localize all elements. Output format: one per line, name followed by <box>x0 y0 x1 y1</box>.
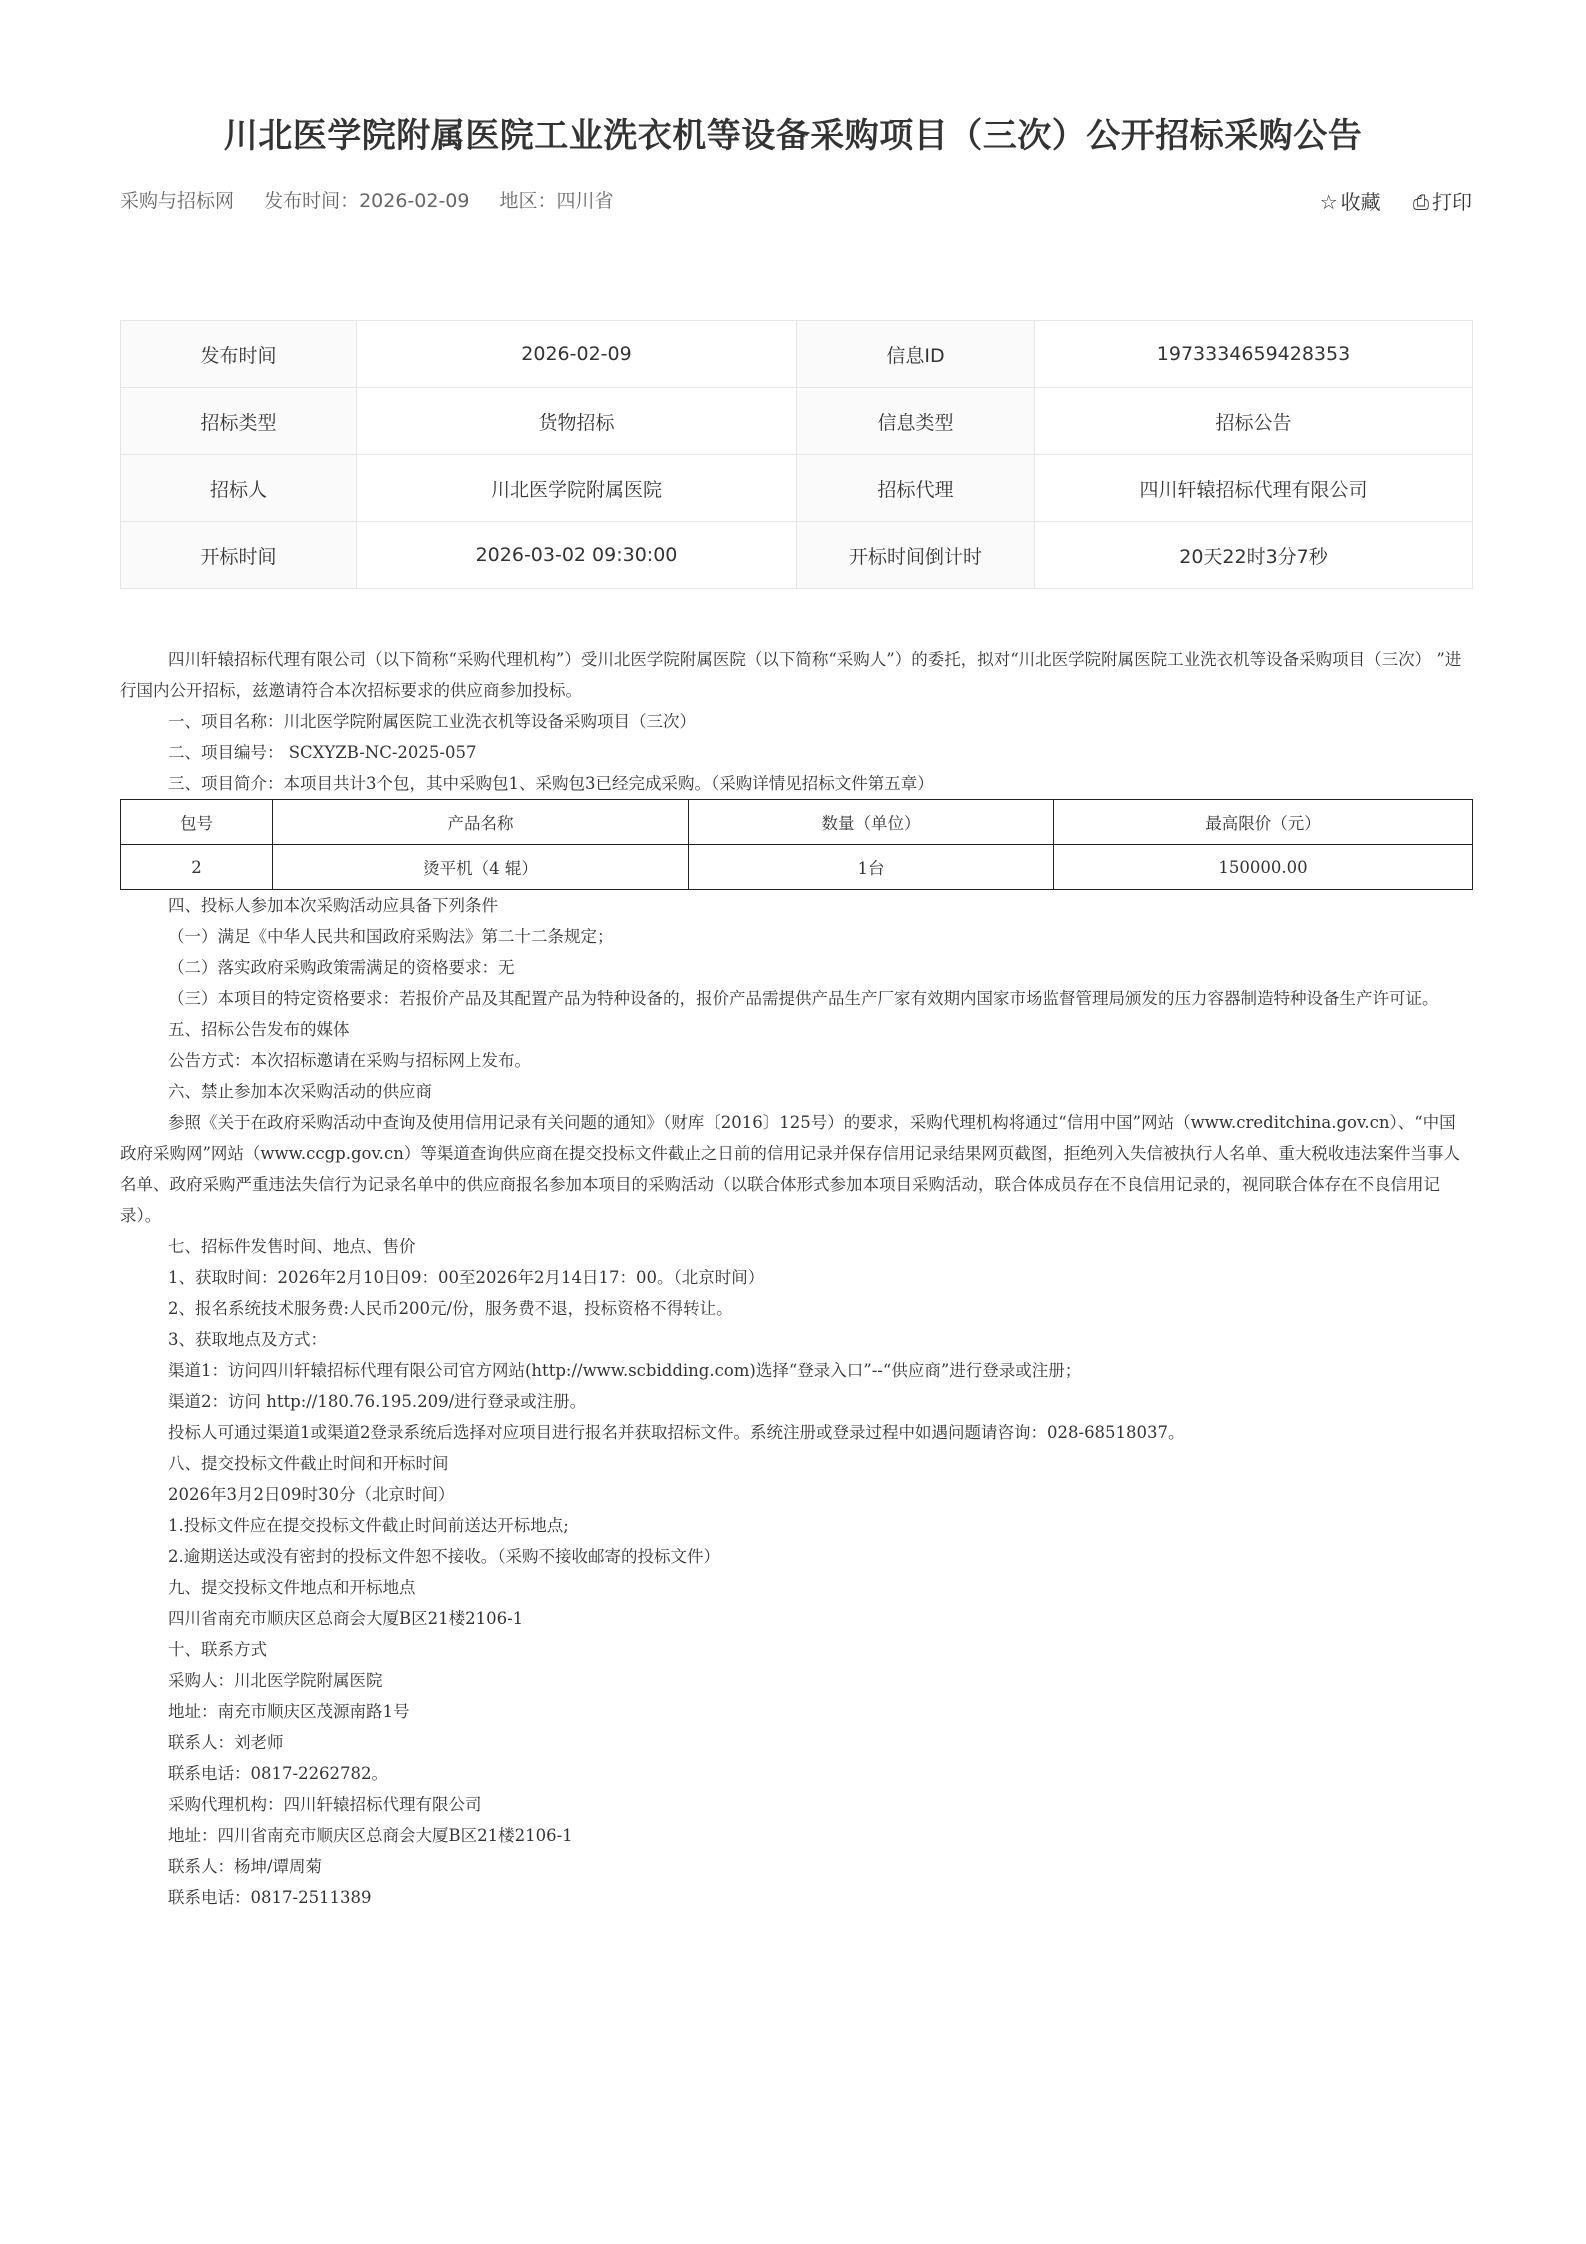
body-paragraph: 3、获取地点及方式： <box>168 1330 327 1349</box>
intro-block <box>120 644 1472 799</box>
info-row <box>121 522 1473 589</box>
info-value: 招标公告 <box>1035 388 1473 455</box>
body-paragraph: 1.投标文件应在提交投标文件截止时间前送达开标地点; <box>168 1516 569 1535</box>
body-paragraph: 地址：四川省南充市顺庆区总商会大厦B区21楼2106-1 <box>168 1826 573 1845</box>
package-header-cell: 数量（单位） <box>689 800 1054 845</box>
body-paragraph: （三）本项目的特定资格要求：若报价产品及其配置产品为特种设备的，报价产品需提供产品生产厂家有效期内国家市场监督管理局颁发的压力容器制造特种设备生产许可证。 <box>168 989 1439 1008</box>
package-table <box>120 799 1473 890</box>
body-paragraph: 联系电话：0817-2511389 <box>168 1888 372 1907</box>
printer-icon: ⎙ <box>1413 190 1429 214</box>
announcement-body <box>120 644 1472 1913</box>
body-paragraph: 四、投标人参加本次采购活动应具备下列条件 <box>168 896 498 915</box>
region-label: 地区：四川省 <box>499 190 614 212</box>
intro-paragraph: 四川轩辕招标代理有限公司（以下简称“采购代理机构”）受川北医学院附属医院（以下简称“采购人”）的委托，拟对“川北医学院附属医院工业洗衣机等设备采购项目（三次） ”进行国内公开招标，兹邀请符合本次招标要求的供应商参加投标。 <box>120 650 1462 700</box>
info-value: 2026-03-02 09:30:00 <box>357 522 797 589</box>
package-header-cell: 最高限价（元） <box>1054 800 1473 845</box>
print-button[interactable] <box>1413 190 1472 214</box>
body-paragraph: 采购人：川北医学院附属医院 <box>168 1671 383 1690</box>
intro-paragraph: 二、项目编号： SCXYZB-NC-2025-057 <box>168 743 477 762</box>
body-paragraph: 公告方式：本次招标邀请在采购与招标网上发布。 <box>168 1051 531 1070</box>
package-cell: 150000.00 <box>1054 845 1473 890</box>
favorite-button[interactable] <box>1320 190 1381 214</box>
body-paragraph: 八、提交投标文件截止时间和开标时间 <box>168 1454 449 1473</box>
info-value: 1973334659428353 <box>1035 321 1473 388</box>
package-header-cell: 包号 <box>121 800 273 845</box>
body-paragraph: 地址：南充市顺庆区茂源南路1号 <box>168 1702 410 1721</box>
body-paragraph: 六、禁止参加本次采购活动的供应商 <box>168 1082 432 1101</box>
print-label: 打印 <box>1432 190 1472 214</box>
body-paragraph: 五、招标公告发布的媒体 <box>168 1020 350 1039</box>
body-paragraph: 渠道1：访问四川轩辕招标代理有限公司官方网站(http://www.scbidding.com)选择“登录入口”--“供应商”进行登录或注册； <box>168 1361 1082 1380</box>
package-header-cell: 产品名称 <box>273 800 689 845</box>
meta-bar <box>120 186 638 213</box>
body-paragraph: 2.逾期送达或没有密封的投标文件恕不接收。（采购不接收邮寄的投标文件） <box>168 1547 720 1566</box>
info-label: 信息类型 <box>797 388 1035 455</box>
body-paragraph: 联系人：杨坤/谭周菊 <box>168 1857 323 1876</box>
body-paragraph: （一）满足《中华人民共和国政府采购法》第二十二条规定； <box>168 927 614 946</box>
body-paragraph: 2026年3月2日09时30分（北京时间） <box>168 1485 455 1504</box>
body-paragraph: 采购代理机构：四川轩辕招标代理有限公司 <box>168 1795 482 1814</box>
info-label: 招标人 <box>121 455 357 522</box>
info-value: 2026-02-09 <box>357 321 797 388</box>
package-row <box>121 845 1473 890</box>
info-label: 开标时间倒计时 <box>797 522 1035 589</box>
info-value: 20天22时3分7秒 <box>1035 522 1473 589</box>
publish-time: 发布时间：2026-02-09 <box>264 190 470 212</box>
info-row <box>121 388 1473 455</box>
info-value: 四川轩辕招标代理有限公司 <box>1035 455 1473 522</box>
body-paragraph: 四川省南充市顺庆区总商会大厦B区21楼2106-1 <box>168 1609 524 1628</box>
body-paragraph: 七、招标件发售时间、地点、售价 <box>168 1237 416 1256</box>
info-label: 招标代理 <box>797 455 1035 522</box>
info-value: 货物招标 <box>357 388 797 455</box>
body-paragraph: 十、联系方式 <box>168 1640 267 1659</box>
page-title: 川北医学院附属医院工业洗衣机等设备采购项目（三次）公开招标采购公告 <box>223 116 1363 156</box>
body-paragraph: 1、获取时间：2026年2月10日09：00至2026年2月14日17：00。（北京时间） <box>168 1268 765 1287</box>
info-row <box>121 455 1473 522</box>
intro-paragraph: 三、项目简介：本项目共计3个包，其中采购包1、采购包3已经完成采购。（采购详情见招标文件第五章） <box>168 774 934 793</box>
body-paragraph: 投标人可通过渠道1或渠道2登录系统后选择对应项目进行报名并获取招标文件。系统注册或登录过程中如遇问题请咨询：028-68518037。 <box>168 1423 1185 1442</box>
body-paragraph: （二）落实政府采购政策需满足的资格要求：无 <box>168 958 515 977</box>
info-label: 招标类型 <box>121 388 357 455</box>
info-row <box>121 321 1473 388</box>
package-cell: 1台 <box>689 845 1054 890</box>
body-paragraph: 2、报名系统技术服务费:人民币200元/份，服务费不退，投标资格不得转让。 <box>168 1299 733 1318</box>
package-cell: 烫平机（4 辊） <box>273 845 689 890</box>
intro-paragraph: 一、项目名称：川北医学院附属医院工业洗衣机等设备采购项目（三次） <box>168 712 696 731</box>
body-block <box>120 890 1472 1913</box>
info-label: 开标时间 <box>121 522 357 589</box>
body-paragraph: 联系电话：0817-2262782。 <box>168 1764 389 1783</box>
action-bar <box>1294 186 1472 215</box>
info-table <box>120 320 1473 589</box>
info-label: 发布时间 <box>121 321 357 388</box>
body-paragraph: 渠道2：访问 http://180.76.195.209/进行登录或注册。 <box>168 1392 587 1411</box>
info-label: 信息ID <box>797 321 1035 388</box>
info-value: 川北医学院附属医院 <box>357 455 797 522</box>
body-paragraph: 联系人：刘老师 <box>168 1733 284 1752</box>
body-paragraph: 参照《关于在政府采购活动中查询及使用信用记录有关问题的通知》（财库〔2016〕125号）的要求，采购代理机构将通过“信用中国”网站（www.creditchina.gov.cn）、“中国政府采购网”网站（www.ccgp.gov.cn）等渠道查询供应商在提交投标文件截止之日前的信用记录并保存信用记录结果网页截图，拒绝列入失信被执行人名单、重大税收违法案件当事人名单、政府采购严重违法失信行为记录名单中的供应商报名参加本项目的采购活动（以联合体形式参加本项目采购活动，联合体成员存在不良信用记录的，视同联合体存在不良信用记录）。 <box>120 1113 1460 1225</box>
favorite-label: 收藏 <box>1340 190 1381 214</box>
package-cell: 2 <box>121 845 273 890</box>
star-outline-icon: ☆ <box>1319 190 1338 214</box>
source-label: 采购与招标网 <box>120 190 235 212</box>
body-paragraph: 九、提交投标文件地点和开标地点 <box>168 1578 416 1597</box>
